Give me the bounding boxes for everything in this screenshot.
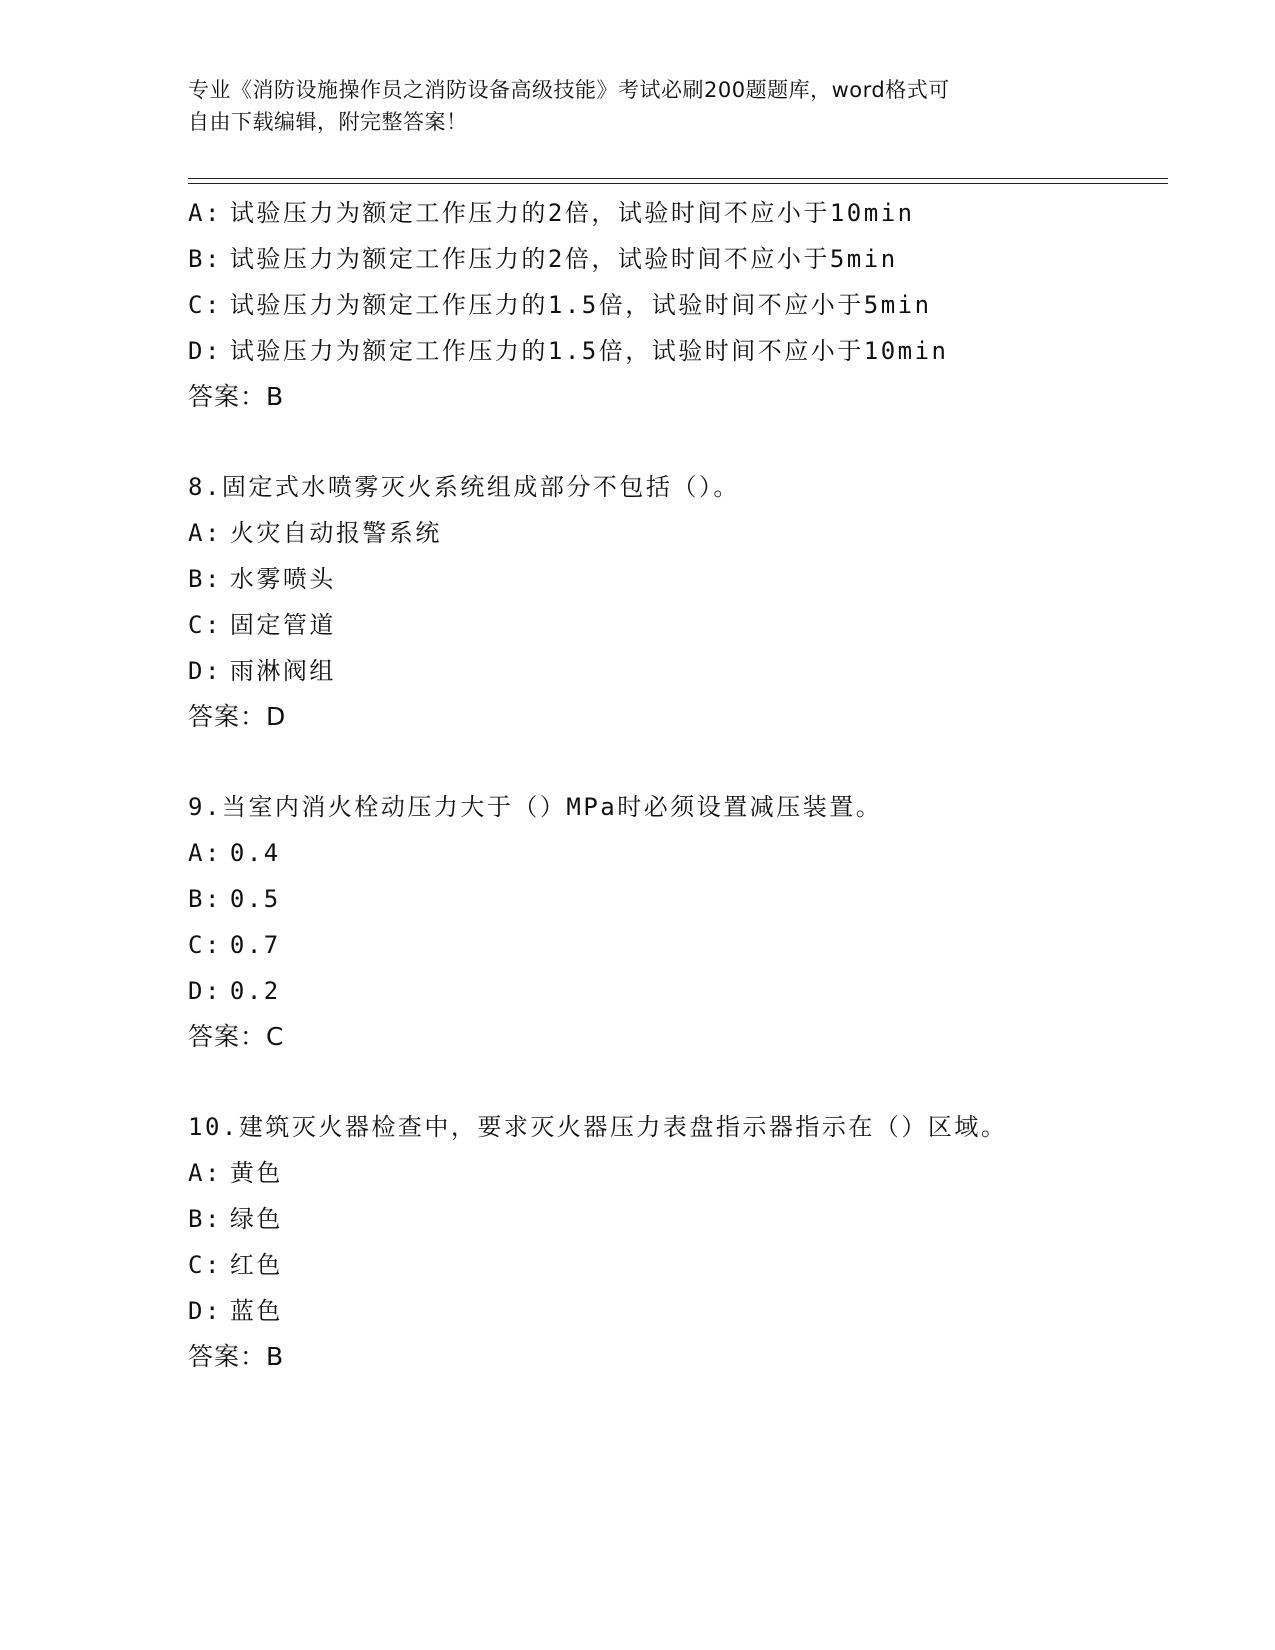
option-text: 0.7 xyxy=(229,931,281,959)
option-line xyxy=(188,236,1188,282)
option-text: 绿色 xyxy=(229,1205,283,1233)
option-text: 0.2 xyxy=(229,977,281,1005)
option-line xyxy=(188,830,1188,876)
option-line xyxy=(188,556,1188,602)
option-letter: D: xyxy=(188,977,222,1005)
option-line xyxy=(188,602,1188,648)
option-line xyxy=(188,968,1188,1014)
option-line xyxy=(188,282,1188,328)
question-stem: 8.固定式水喷雾灭火系统组成部分不包括（）。 xyxy=(188,473,740,501)
option-letter: C: xyxy=(188,931,222,959)
option-letter: C: xyxy=(188,611,222,639)
option-text: 0.4 xyxy=(229,839,281,867)
document-header xyxy=(188,74,1088,138)
option-letter: A: xyxy=(188,199,222,227)
question-block-10 xyxy=(188,1104,1188,1380)
option-letter: B: xyxy=(188,885,222,913)
question-block-continued xyxy=(188,190,1188,420)
option-line xyxy=(188,1242,1188,1288)
option-text: 0.5 xyxy=(229,885,281,913)
question-block-8 xyxy=(188,464,1188,740)
option-line xyxy=(188,922,1188,968)
option-letter: B: xyxy=(188,245,222,273)
option-text: 雨淋阀组 xyxy=(229,657,336,685)
option-letter: D: xyxy=(188,657,222,685)
option-text: 火灾自动报警系统 xyxy=(229,519,442,547)
question-block-9 xyxy=(188,784,1188,1060)
option-letter: C: xyxy=(188,291,222,319)
option-letter: D: xyxy=(188,337,222,365)
option-letter: B: xyxy=(188,1205,222,1233)
option-line xyxy=(188,1150,1188,1196)
option-letter: B: xyxy=(188,565,222,593)
option-text: 试验压力为额定工作压力的2倍，试验时间不应小于10min xyxy=(229,199,915,227)
option-text: 红色 xyxy=(229,1251,283,1279)
option-letter: A: xyxy=(188,839,222,867)
option-letter: A: xyxy=(188,1159,222,1187)
option-text: 黄色 xyxy=(229,1159,283,1187)
option-line xyxy=(188,328,1188,374)
option-line xyxy=(188,1288,1188,1334)
answer-line: 答案：C xyxy=(188,1022,285,1051)
option-text: 试验压力为额定工作压力的1.5倍，试验时间不应小于5min xyxy=(229,291,932,319)
header-divider-top xyxy=(188,178,1168,179)
option-line xyxy=(188,648,1188,694)
header-divider-bottom xyxy=(188,183,1168,184)
option-letter: C: xyxy=(188,1251,222,1279)
question-content xyxy=(188,190,1188,1380)
option-line xyxy=(188,510,1188,556)
option-line xyxy=(188,190,1188,236)
question-stem: 9.当室内消火栓动压力大于（）MPa时必须设置减压装置。 xyxy=(188,793,883,821)
answer-line: 答案：B xyxy=(188,382,285,411)
option-line xyxy=(188,1196,1188,1242)
option-text: 蓝色 xyxy=(229,1297,283,1325)
option-letter: D: xyxy=(188,1297,222,1325)
option-text: 固定管道 xyxy=(229,611,336,639)
option-text: 试验压力为额定工作压力的2倍，试验时间不应小于5min xyxy=(229,245,898,273)
option-letter: A: xyxy=(188,519,222,547)
question-stem: 10.建筑灭火器检查中，要求灭火器压力表盘指示器指示在（）区域。 xyxy=(188,1113,1008,1141)
answer-line: 答案：D xyxy=(188,702,287,731)
option-text: 试验压力为额定工作压力的1.5倍，试验时间不应小于10min xyxy=(229,337,949,365)
answer-line: 答案：B xyxy=(188,1342,285,1371)
header-line-1: 专业《消防设施操作员之消防设备高级技能》考试必刷200题题库，word格式可 xyxy=(188,78,950,102)
option-line xyxy=(188,876,1188,922)
option-text: 水雾喷头 xyxy=(229,565,336,593)
header-line-2: 自由下载编辑，附完整答案！ xyxy=(188,110,468,134)
